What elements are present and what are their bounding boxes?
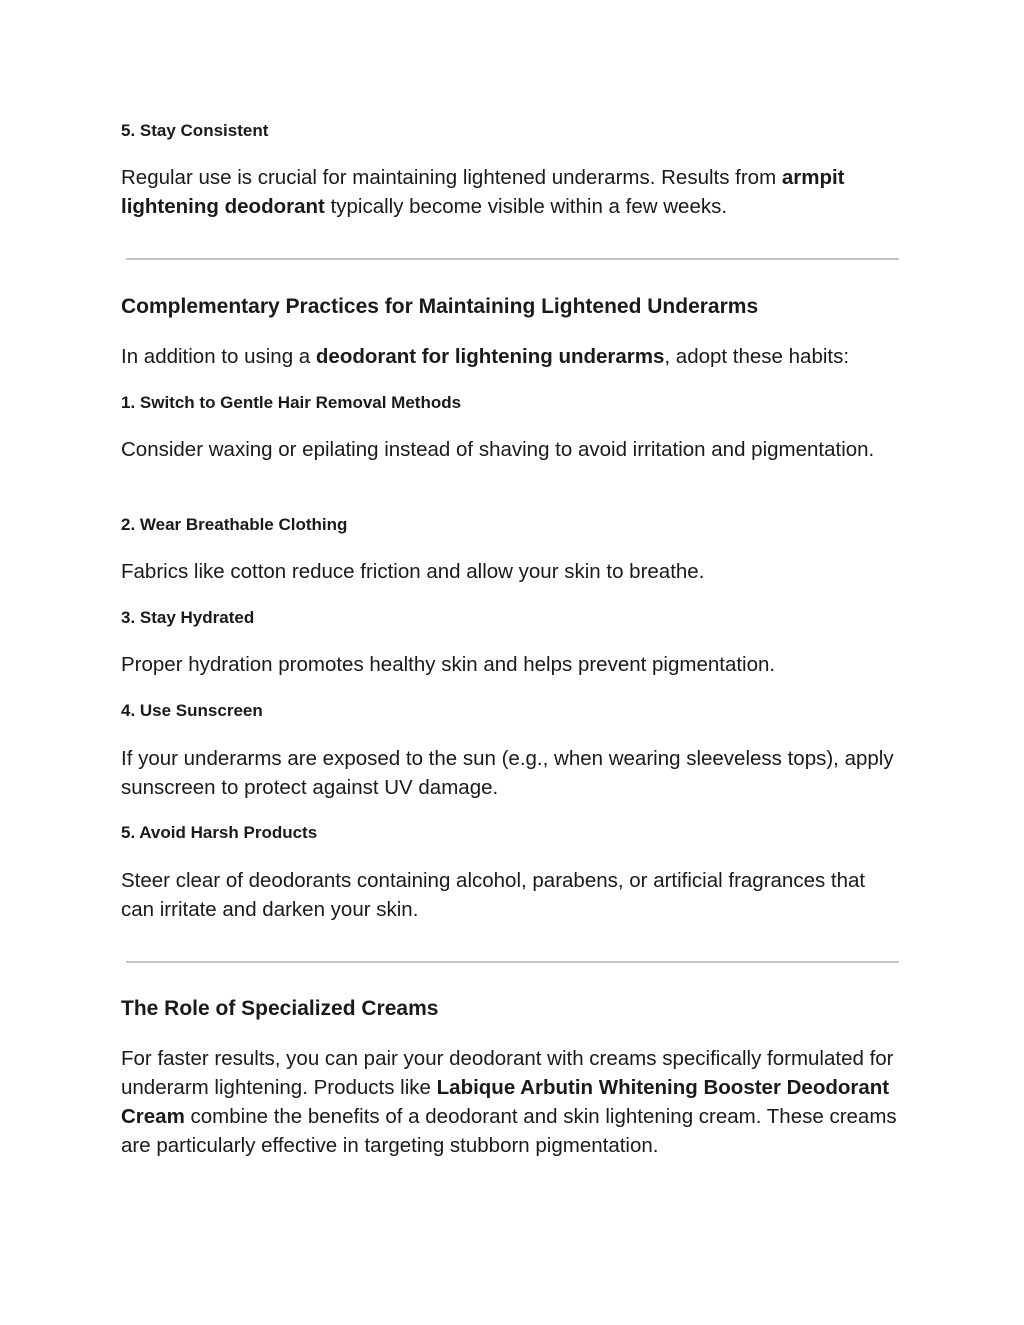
paragraph-text: For faster results, you can pair your deodorant with creams specifically formulated for underarm lightening. Products like xyxy=(121,1047,894,1099)
practice-text-breathable-clothing: Fabrics like cotton reduce friction and allow your skin to breathe. xyxy=(121,560,705,583)
paragraph-text: Regular use is crucial for maintaining lightened underarms. Results from xyxy=(121,166,782,189)
practice-text-use-sunscreen: If your underarms are exposed to the sun (e.g., when wearing sleeveless tops), apply sunscreen to protect against UV damage. xyxy=(121,747,894,799)
horizontal-divider xyxy=(126,961,899,963)
bold-term-armpit-lightening-deodorant: armpit lightening deodorant xyxy=(121,166,845,218)
section-intro-paragraph xyxy=(121,342,901,371)
practice-heading-use-sunscreen: 4. Use Sunscreen xyxy=(121,701,263,720)
paragraph-text: typically become visible within a few weeks. xyxy=(324,195,728,218)
practice-heading-hair-removal: 1. Switch to Gentle Hair Removal Methods xyxy=(121,393,462,412)
horizontal-divider xyxy=(126,258,899,260)
practice-text-stay-hydrated: Proper hydration promotes healthy skin and helps prevent pigmentation. xyxy=(121,653,776,676)
practice-text-avoid-harsh-products: Steer clear of deodorants containing alcohol, parabens, or artificial fragrances that can irritate and darken your skin. xyxy=(121,869,866,921)
section-paragraph-specialized-creams xyxy=(121,1044,901,1160)
practice-text-hair-removal: Consider waxing or epilating instead of shaving to avoid irritation and pigmentation. xyxy=(121,438,875,461)
practice-heading-stay-hydrated: 3. Stay Hydrated xyxy=(121,608,255,627)
practice-heading-breathable-clothing: 2. Wear Breathable Clothing xyxy=(121,515,348,534)
step-heading-stay-consistent: 5. Stay Consistent xyxy=(121,121,269,140)
bold-term-product-name: Labique Arbutin Whitening Booster Deodorant Cream xyxy=(121,1076,890,1128)
section-heading-complementary-practices: Complementary Practices for Maintaining Lightened Underarms xyxy=(121,295,759,318)
practice-heading-avoid-harsh-products: 5. Avoid Harsh Products xyxy=(121,823,318,842)
paragraph-text: In addition to using a xyxy=(121,345,316,368)
paragraph-text: , adopt these habits: xyxy=(664,345,850,368)
step-paragraph-stay-consistent xyxy=(121,163,901,221)
bold-term-deodorant-for-lightening: deodorant for lightening underarms xyxy=(315,345,665,368)
section-heading-specialized-creams: The Role of Specialized Creams xyxy=(121,997,439,1020)
paragraph-text: combine the benefits of a deodorant and skin lightening cream. These creams are particularly effective in targeting stubborn pigmentation. xyxy=(121,1105,897,1157)
